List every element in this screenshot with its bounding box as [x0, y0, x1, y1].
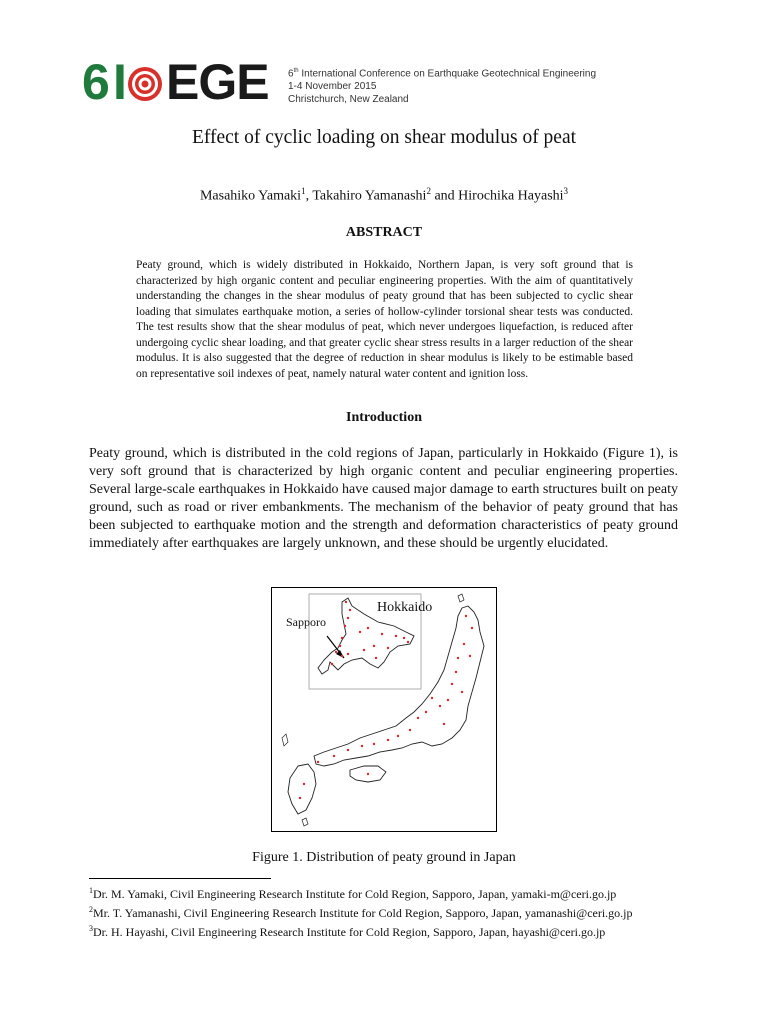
map-label-sapporo: Sapporo [286, 615, 326, 629]
logo-text: EGE [166, 54, 269, 110]
japan-peat-map [271, 587, 497, 832]
footnote-item: $^3$Dr. H. Hayashi, Civil Engineering Research Institute for Cold Region, Sapporo, Japan, hayashi@ceri.go.jp [89, 924, 606, 939]
conference-dates: 1-4 November 2015 [288, 81, 377, 93]
figure-caption: Figure 1. Distribution of peaty ground in Japan [252, 850, 516, 865]
target-icon [127, 66, 163, 102]
footnotes [89, 883, 633, 940]
conference-name-line: 6th International Conference on Earthquake Geotechnical Engineering [288, 68, 596, 80]
author-list: Masahiko Yamaki$^1$, Takahiro Yamanashi$^2$ and Hirochika Hayashi$^3$ [199, 186, 569, 204]
abstract-body: Peaty ground, which is widely distributed in Hokkaido, Northern Japan, is very soft ground that is characterized by high organic content and peculiar engineering properties. With the aim of quantitatively understanding the changes in the shear modulus of peaty ground that has been subjected to cyclic shear loading that simulates earthquake motion, a series of hollow-cylinder torsional shear tests was conducted. The test results show that the shear modulus of peat, which never undergoes liquefaction, is reduced after undergoing cyclic shear loading, and that greater cyclic shear stress results in a larger reduction of the shear modulus. It is also suggested that the degree of reduction in shear modulus is likely to be estimable based on representative soil indexes of peat, namely natural water content and ignition loss. [136, 259, 633, 380]
footnote-item: $^2$Mr. T. Yamanashi, Civil Engineering Research Institute for Cold Region, Sapporo, Japan, yamanashi@ceri.go.jp [89, 905, 633, 920]
abstract-heading: ABSTRACT [345, 225, 423, 240]
conference-location: Christchurch, New Zealand [288, 94, 409, 106]
author-name: Masahiko Yamaki [199, 188, 302, 204]
logo-i: I [113, 54, 127, 110]
footnote-item: $^1$Dr. M. Yamaki, Civil Engineering Research Institute for Cold Region, Sapporo, Japan, yamaki-m@ceri.go.jp [89, 886, 617, 901]
introduction-heading: Introduction [346, 410, 422, 425]
map-label-hokkaido: Hokkaido [377, 600, 433, 615]
author-name: Takahiro Yamanashi [312, 188, 427, 204]
author-name: Hirochika Hayashi [458, 188, 564, 204]
paper-title: Effect of cyclic loading on shear modulus of peat [191, 127, 577, 148]
conference-logo [82, 54, 278, 110]
footnote-divider [89, 878, 271, 879]
conference-info [288, 65, 596, 106]
logo-six: 6 [82, 54, 110, 110]
introduction-body: Peaty ground, which is distributed in the cold regions of Japan, particularly in Hokkaido (Figure 1), is very soft ground that is characterized by high organic content and peculiar engineering properties. Several large-scale earthquakes in Hokkaido have caused major damage to earth structures built on peaty ground, such as road or river embankments. The mechanism of the behavior of peaty ground that has been subjected to earthquake motion and the strength and deformation characteristics of peaty ground immediately after earthquakes are largely unknown, and these should be urgently elucidated. [89, 446, 678, 551]
